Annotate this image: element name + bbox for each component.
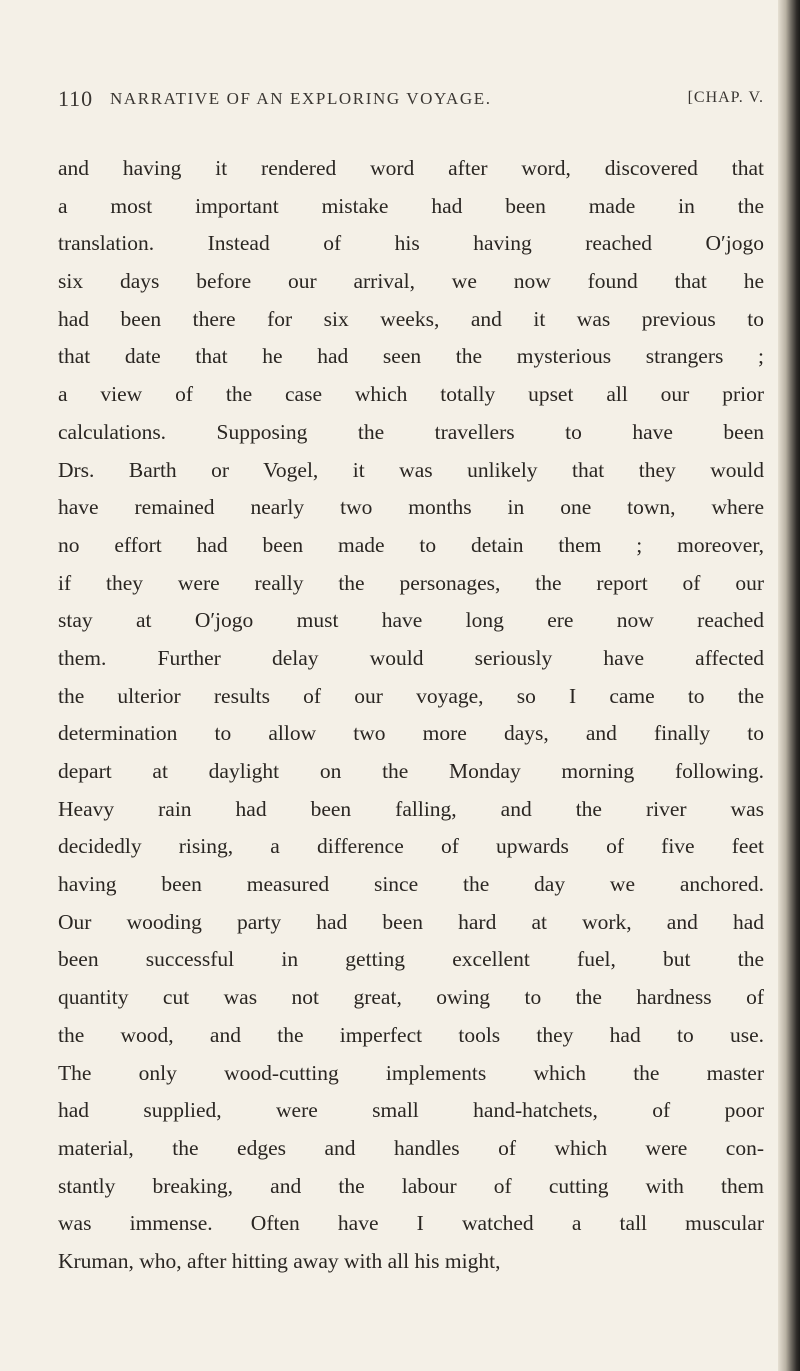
text-line: no effort had been made to detain them ; moreover, [58, 532, 764, 557]
text-line: Drs. Barth or Vogel, it was unlikely that they would [58, 457, 764, 482]
body-text [58, 150, 764, 1281]
text-line: stay at O′jogo must have long ere now reached [58, 608, 764, 633]
text-line: have remained nearly two months in one town, where [58, 495, 764, 520]
text-line: translation. Instead of his having reached O′jogo [58, 231, 764, 256]
text-line: material, the edges and handles of which were con- [58, 1135, 764, 1160]
text-line: Heavy rain had been falling, and the river was [58, 796, 764, 821]
text-line: had been there for six weeks, and it was previous to [58, 306, 764, 331]
text-line: determination to allow two more days, and finally to [58, 721, 764, 746]
text-line: quantity cut was not great, owing to the hardness of [58, 985, 764, 1010]
text-line: Kruman, who, after hitting away with all his might, [58, 1248, 501, 1273]
text-line: was immense. Often have I watched a tall muscular [58, 1211, 764, 1236]
text-line: if they were really the personages, the report of our [58, 570, 764, 595]
text-line: decidedly rising, a difference of upwards of five feet [58, 834, 764, 859]
text-line: Our wooding party had been hard at work, and had [58, 909, 764, 934]
text-line: the wood, and the imperfect tools they had to use. [58, 1022, 764, 1047]
text-line: The only wood-cutting implements which the master [58, 1060, 764, 1085]
page-number: 110 [58, 86, 94, 111]
text-line: having been measured since the day we anchored. [58, 872, 764, 897]
text-line: the ulterior results of our voyage, so I came to the [58, 683, 764, 708]
page-edge-shadow [778, 0, 800, 1371]
text-line: six days before our arrival, we now found that he [58, 269, 764, 294]
text-line: that date that he had seen the mysterious strangers ; [58, 344, 764, 369]
running-title: NARRATIVE OF AN EXPLORING VOYAGE. [110, 89, 492, 108]
text-line: calculations. Supposing the travellers to have been [58, 419, 764, 444]
text-line: depart at daylight on the Monday morning following. [58, 759, 764, 783]
text-line: a most important mistake had been made in the [58, 193, 764, 218]
text-line: had supplied, were small hand-hatchets, of poor [58, 1098, 764, 1123]
text-line: a view of the case which totally upset all our prior [58, 382, 764, 407]
running-header [58, 86, 764, 116]
text-line: and having it rendered word after word, discovered that [58, 156, 764, 180]
text-line: them. Further delay would seriously have affected [58, 645, 764, 670]
text-line: stantly breaking, and the labour of cutting with them [58, 1173, 764, 1198]
text-line: been successful in getting excellent fuel, but the [58, 947, 764, 972]
chapter-reference: [CHAP. V. [687, 89, 764, 106]
